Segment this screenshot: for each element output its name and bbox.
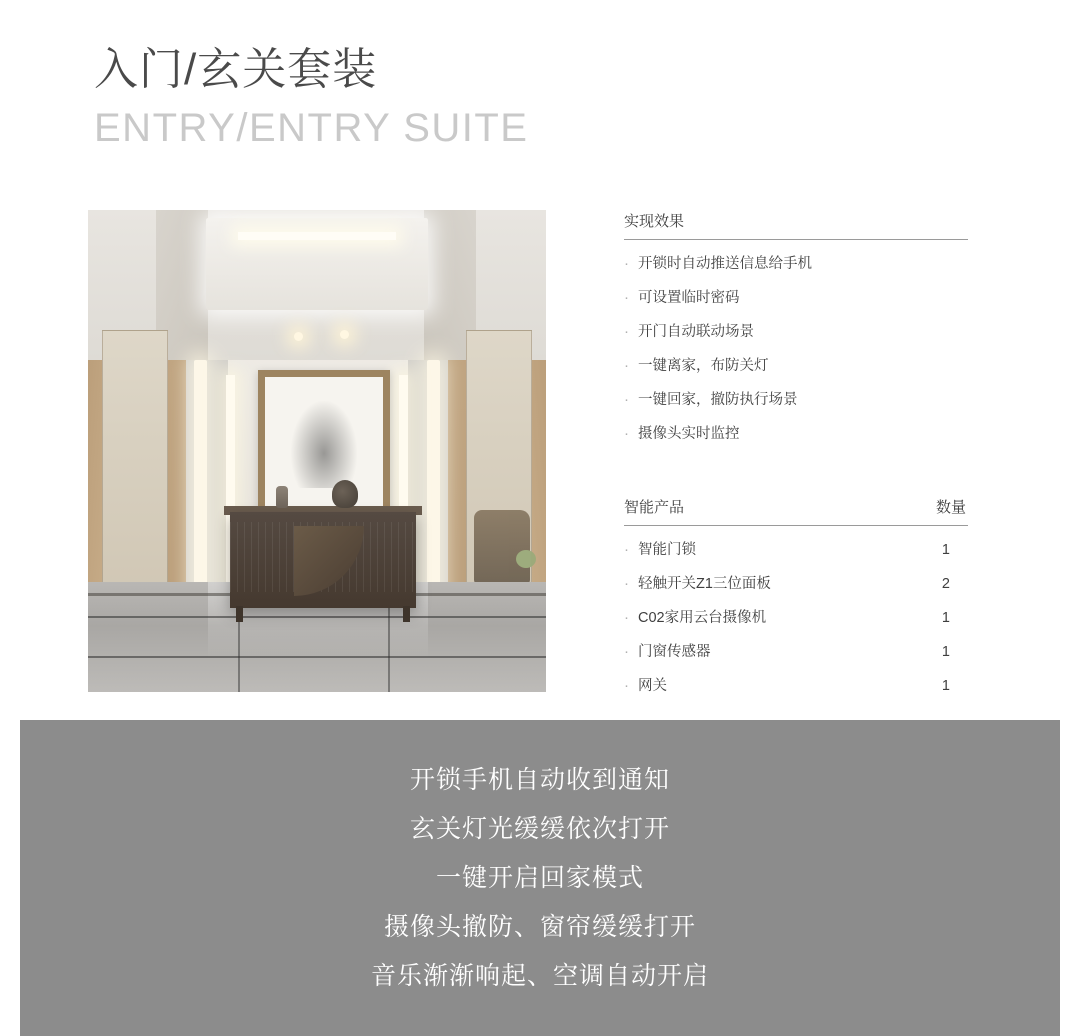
products-heading [624, 496, 968, 526]
bullet-icon: · [624, 425, 629, 442]
console-cabinet [230, 512, 416, 608]
page-header [94, 42, 528, 154]
scenario-line: 一键开启回家模式 [435, 863, 644, 892]
floor-seam [88, 656, 546, 658]
bullet-icon: · [624, 643, 629, 660]
sculpture-decor [332, 480, 358, 508]
effects-list [624, 254, 968, 444]
list-item [624, 424, 968, 444]
bullet-icon: · [624, 255, 629, 272]
product-name: 门窗传感器 [638, 644, 711, 660]
page-title-en: ENTRY/ENTRY SUITE [94, 106, 529, 150]
table-row [624, 642, 968, 662]
details-column [624, 210, 968, 696]
floor-seam [88, 616, 546, 618]
product-qty: 1 [941, 644, 950, 660]
bullet-icon: · [624, 289, 629, 306]
lounge-chair [474, 510, 530, 584]
list-item [624, 288, 968, 308]
products-list [624, 540, 968, 696]
product-qty: 2 [941, 576, 950, 592]
entryway-photo [88, 210, 546, 692]
scenario-line: 开锁手机自动收到通知 [409, 765, 670, 794]
product-name: C02家用云台摄像机 [638, 610, 767, 626]
table-row [624, 676, 968, 696]
products-heading-qty: 数量 [935, 499, 966, 516]
light-strip-right [427, 360, 440, 610]
downlight-icon [294, 332, 303, 341]
list-item [624, 390, 968, 410]
scenario-line: 音乐渐渐响起、空调自动开启 [370, 961, 709, 990]
effect-text: 开门自动联动场景 [638, 324, 754, 340]
scenario-line: 玄关灯光缓缓依次打开 [409, 814, 670, 843]
product-qty: 1 [941, 678, 950, 694]
bullet-icon: · [624, 391, 629, 408]
product-name: 轻触开关Z1三位面板 [638, 576, 771, 592]
bullet-icon: · [624, 357, 629, 374]
cabinet-leg [403, 606, 410, 622]
effects-heading-label: 实现效果 [624, 213, 685, 230]
bullet-icon: · [624, 575, 629, 592]
list-item [624, 254, 968, 274]
effect-text: 可设置临时密码 [638, 290, 740, 306]
list-item [624, 322, 968, 342]
effect-text: 开锁时自动推送信息给手机 [638, 256, 812, 272]
effects-heading [624, 210, 968, 240]
page-title-cn: 入门/玄关套装 [94, 45, 378, 94]
vase-decor [276, 486, 288, 508]
bullet-icon: · [624, 609, 629, 626]
scenario-panel [20, 720, 1060, 1036]
effect-text: 一键回家，撤防执行场景 [638, 392, 798, 408]
product-name: 智能门锁 [638, 542, 696, 558]
products-table [624, 496, 968, 696]
scenario-line: 摄像头撤防、窗帘缓缓打开 [383, 912, 696, 941]
bullet-icon: · [624, 677, 629, 694]
downlight-icon [340, 330, 349, 339]
list-item [624, 356, 968, 376]
cabinet-leg [236, 606, 243, 622]
floor-seam [388, 596, 390, 692]
photo-scene [88, 210, 546, 692]
effect-text: 摄像头实时监控 [638, 426, 740, 442]
products-heading-name: 智能产品 [624, 499, 685, 516]
table-row [624, 574, 968, 594]
table-row [624, 540, 968, 560]
effect-text: 一键离家，布防关灯 [638, 358, 769, 374]
light-strip-left [194, 360, 207, 610]
bullet-icon: · [624, 323, 629, 340]
product-qty: 1 [941, 610, 950, 626]
product-name: 网关 [638, 678, 667, 694]
table-row [624, 608, 968, 628]
ceiling-light-slot [238, 232, 396, 240]
bullet-icon: · [624, 541, 629, 558]
product-qty: 1 [941, 542, 950, 558]
